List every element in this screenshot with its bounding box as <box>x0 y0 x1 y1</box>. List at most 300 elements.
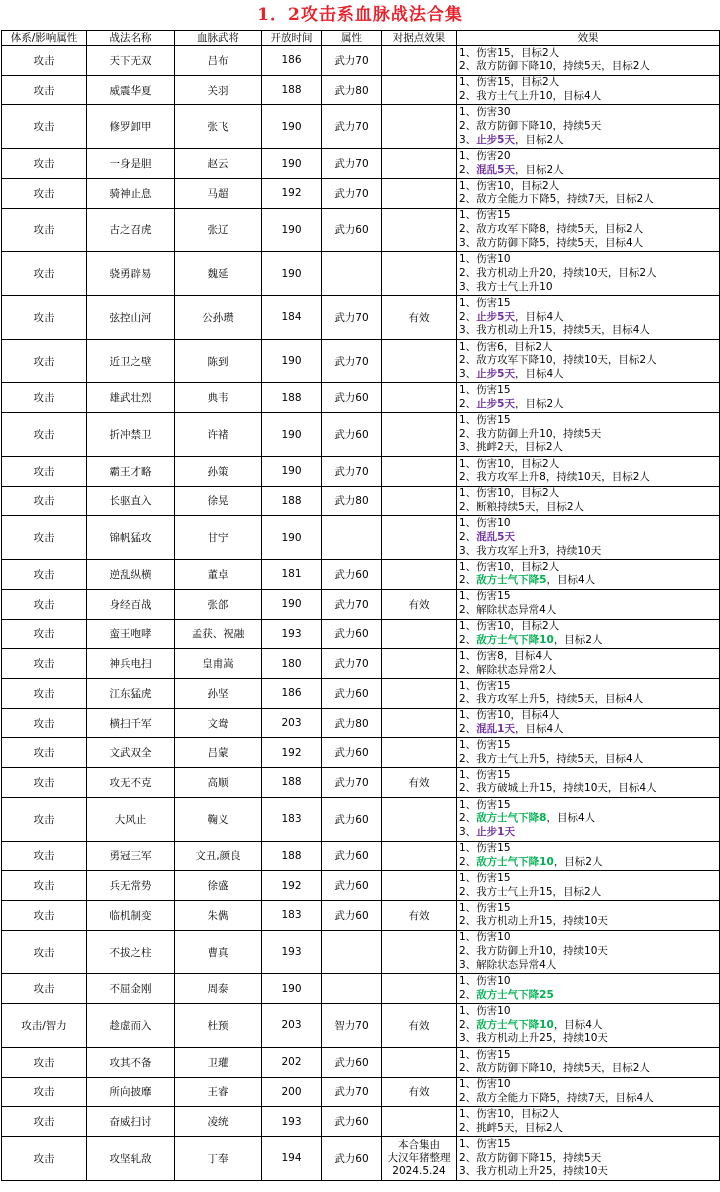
general-cell: 孟获、祝融 <box>175 619 262 649</box>
general-cell: 张郃 <box>175 589 262 619</box>
effect-line <box>459 193 719 207</box>
general-cell: 吕布 <box>175 46 262 76</box>
effect-text: 1、伤害10，目标2人 <box>459 1107 560 1120</box>
effect-cell <box>457 900 720 930</box>
effect-cell <box>457 1004 720 1048</box>
effect-text: 2、敌方防御下降15，持续5天 <box>459 1151 602 1164</box>
table-row <box>2 708 720 738</box>
tactic-name-cell: 蛮王咆哮 <box>87 619 175 649</box>
effect-cell <box>457 1047 720 1077</box>
effect-text: 1、伤害15 <box>459 871 511 884</box>
system-cell: 攻击 <box>2 1137 87 1181</box>
effect-line <box>459 856 719 870</box>
table-row <box>2 1004 720 1048</box>
effect-line <box>459 267 719 281</box>
stronghold-effect-cell <box>382 413 457 457</box>
effect-text: 1、伤害15 <box>459 798 511 811</box>
general-cell: 文丑,颜良 <box>175 841 262 871</box>
stronghold-effect-cell <box>382 649 457 679</box>
effect-text: 1、伤害10 <box>459 1078 511 1091</box>
effect-line <box>459 604 719 618</box>
effect-text: 3、我方机动上升15，持续5天，目标4人 <box>459 324 650 337</box>
stronghold-effect-cell <box>382 797 457 841</box>
open-time-cell: 194 <box>262 1137 322 1181</box>
table-row <box>2 841 720 871</box>
table-row <box>2 871 720 901</box>
table-row <box>2 339 720 383</box>
effect-line <box>459 60 719 74</box>
table-row <box>2 516 720 560</box>
effect-line <box>459 545 719 559</box>
effect-line <box>459 311 719 325</box>
effect-line <box>459 574 719 588</box>
attribute-cell: 武力60 <box>322 900 382 930</box>
table-row <box>2 930 720 974</box>
system-cell: 攻击 <box>2 383 87 413</box>
stronghold-effect-cell <box>382 930 457 974</box>
table-row <box>2 768 720 798</box>
effect-text: 2、我方防御上升10，持续10天 <box>459 945 608 958</box>
stronghold-effect-cell <box>382 149 457 179</box>
open-time-cell: 203 <box>262 708 322 738</box>
tactic-name-cell: 弦控山河 <box>87 296 175 340</box>
tactic-name-cell: 天下无双 <box>87 46 175 76</box>
effect-highlight: 敌方士气下降25 <box>476 988 554 1001</box>
effect-line <box>459 1062 719 1076</box>
attribute-cell: 武力70 <box>322 105 382 149</box>
effect-line <box>459 76 719 90</box>
table-row <box>2 738 720 768</box>
effect-text-rest: ，目标4人 <box>515 367 564 380</box>
general-cell: 高顺 <box>175 768 262 798</box>
effect-line <box>459 1092 719 1106</box>
effect-text-rest: ，目标2人 <box>515 397 564 410</box>
effect-line <box>459 723 719 737</box>
effect-text-rest: ，目标4人 <box>546 574 596 587</box>
tactic-name-cell: 威震华夏 <box>87 75 175 105</box>
tactic-name-cell: 临机制变 <box>87 900 175 930</box>
effect-text-rest: ，目标4人 <box>553 1018 603 1031</box>
stronghold-effect-cell <box>382 560 457 590</box>
table-row <box>2 252 720 296</box>
stronghold-effect-cell <box>382 1047 457 1077</box>
system-cell: 攻击 <box>2 841 87 871</box>
effect-text: 2、 <box>459 723 477 736</box>
open-time-cell: 193 <box>262 619 322 649</box>
effect-line <box>459 1152 719 1166</box>
general-cell: 许褚 <box>175 413 262 457</box>
effect-line <box>459 812 719 826</box>
effect-text: 2、 <box>459 988 477 1001</box>
attribute-cell: 武力60 <box>322 1047 382 1077</box>
open-time-cell: 190 <box>262 413 322 457</box>
table-row <box>2 75 720 105</box>
effect-text: 2、我方士气上升15，目标2人 <box>459 885 602 898</box>
effect-text: 2、敌方攻军下降8，持续5天，目标2人 <box>459 223 644 236</box>
tactic-name-cell: 近卫之壁 <box>87 339 175 383</box>
attribute-cell: 武力70 <box>322 178 382 208</box>
effect-text: 1、伤害10 <box>459 253 511 266</box>
effect-highlight: 混乱1天 <box>476 723 515 736</box>
effect-cell <box>457 486 720 516</box>
open-time-cell: 190 <box>262 589 322 619</box>
attribute-cell: 武力60 <box>322 797 382 841</box>
effect-text: 2、 <box>459 310 477 323</box>
effect-cell <box>457 841 720 871</box>
effect-text: 1、伤害15 <box>459 209 511 222</box>
system-cell: 攻击 <box>2 75 87 105</box>
effect-line <box>459 487 719 501</box>
attribute-cell: 武力60 <box>322 383 382 413</box>
effect-text: 1、伤害15 <box>459 413 511 426</box>
attribute-cell: 武力60 <box>322 871 382 901</box>
effect-text: 2、敌方全能力下降5，持续7天，目标2人 <box>459 193 654 206</box>
system-cell: 攻击 <box>2 900 87 930</box>
tactic-name-cell: 兵无常势 <box>87 871 175 901</box>
table-row <box>2 46 720 76</box>
effect-line <box>459 180 719 194</box>
open-time-cell: 188 <box>262 75 322 105</box>
stronghold-effect-cell <box>382 105 457 149</box>
effect-text: 1、伤害15，目标2人 <box>459 46 560 59</box>
effect-line <box>459 324 719 338</box>
effect-text: 2、 <box>459 530 477 543</box>
stronghold-effect-cell <box>382 708 457 738</box>
effect-cell <box>457 105 720 149</box>
effect-cell <box>457 560 720 590</box>
table-row <box>2 974 720 1004</box>
effect-line <box>459 1078 719 1092</box>
table-row <box>2 178 720 208</box>
effect-line <box>459 709 719 723</box>
effect-cell <box>457 252 720 296</box>
effect-line <box>459 441 719 455</box>
system-cell: 攻击 <box>2 649 87 679</box>
system-cell: 攻击 <box>2 46 87 76</box>
effect-cell <box>457 296 720 340</box>
effect-highlight: 混乱5天 <box>476 163 515 176</box>
tactic-name-cell: 骁勇辟易 <box>87 252 175 296</box>
effect-text: 2、 <box>459 163 477 176</box>
stronghold-effect-cell <box>382 486 457 516</box>
effect-cell <box>457 649 720 679</box>
effect-cell <box>457 619 720 649</box>
effect-cell <box>457 1137 720 1181</box>
effect-text: 1、伤害8，目标4人 <box>459 649 553 662</box>
open-time-cell: 188 <box>262 841 322 871</box>
effect-highlight: 敌方士气下降8 <box>476 812 547 825</box>
general-cell: 甘宁 <box>175 516 262 560</box>
effect-line <box>459 945 719 959</box>
compiler-note: 2024.5.24 <box>392 1164 446 1177</box>
effect-cell <box>457 678 720 708</box>
effect-text: 2、 <box>459 633 477 646</box>
effect-line <box>459 297 719 311</box>
effect-line <box>459 1005 719 1019</box>
attribute-cell: 武力70 <box>322 768 382 798</box>
attribute-cell: 武力60 <box>322 413 382 457</box>
effect-line <box>459 90 719 104</box>
open-time-cell: 192 <box>262 871 322 901</box>
attribute-cell: 武力80 <box>322 75 382 105</box>
effect-cell <box>457 974 720 1004</box>
effect-line <box>459 739 719 753</box>
stronghold-effect-cell <box>382 208 457 252</box>
general-cell: 杜预 <box>175 1004 262 1048</box>
effect-highlight: 止步5天 <box>476 310 515 323</box>
general-cell: 周泰 <box>175 974 262 1004</box>
effect-line <box>459 664 719 678</box>
effect-highlight: 敌方士气下降10 <box>476 633 554 646</box>
effect-text: 1、伤害15 <box>459 842 511 855</box>
stronghold-effect-cell: 有效 <box>382 768 457 798</box>
effect-line <box>459 414 719 428</box>
attribute-cell: 武力60 <box>322 208 382 252</box>
tactic-name-cell: 横扫千军 <box>87 708 175 738</box>
general-cell: 凌统 <box>175 1107 262 1137</box>
system-cell: 攻击 <box>2 486 87 516</box>
effect-line <box>459 354 719 368</box>
effect-text: 2、 <box>459 397 477 410</box>
open-time-cell: 203 <box>262 1004 322 1048</box>
effect-line <box>459 872 719 886</box>
tactic-name-cell: 不屈金刚 <box>87 974 175 1004</box>
attribute-cell: 武力70 <box>322 339 382 383</box>
effect-text-rest: ，目标2人 <box>515 133 564 146</box>
attribute-cell: 武力80 <box>322 486 382 516</box>
effect-line <box>459 1019 719 1033</box>
attribute-cell: 武力70 <box>322 46 382 76</box>
effect-cell <box>457 516 720 560</box>
effect-text: 3、我方机动上升25，持续10天 <box>459 1165 608 1178</box>
effect-text: 2、敌方攻军下降10，持续10天，目标2人 <box>459 354 657 367</box>
system-cell: 攻击 <box>2 589 87 619</box>
general-cell: 陈到 <box>175 339 262 383</box>
effect-cell <box>457 383 720 413</box>
attribute-cell: 武力60 <box>322 738 382 768</box>
system-cell: 攻击 <box>2 105 87 149</box>
stronghold-effect-cell <box>382 871 457 901</box>
system-cell: 攻击 <box>2 1107 87 1137</box>
system-cell: 攻击 <box>2 1047 87 1077</box>
open-time-cell: 193 <box>262 930 322 974</box>
effect-text: 1、伤害15 <box>459 768 511 781</box>
effect-text: 3、解除状态异常4人 <box>459 958 557 971</box>
effect-text: 1、伤害10，目标2人 <box>459 457 560 470</box>
open-time-cell: 200 <box>262 1077 322 1107</box>
effect-text: 1、伤害10 <box>459 931 511 944</box>
effect-line <box>459 680 719 694</box>
system-cell: 攻击 <box>2 768 87 798</box>
effect-text: 1、伤害15 <box>459 901 511 914</box>
stronghold-effect-cell: 有效 <box>382 900 457 930</box>
effect-text: 2、敌方防御下降10，持续5天，目标2人 <box>459 1062 650 1075</box>
system-cell: 攻击 <box>2 738 87 768</box>
effect-text: 2、挑衅5天，目标2人 <box>459 1121 564 1134</box>
header-system: 体系/影响属性 <box>2 31 87 46</box>
effect-line <box>459 1032 719 1046</box>
effect-text-rest: ，目标4人 <box>515 723 564 736</box>
header-tactic-name: 战法名称 <box>87 31 175 46</box>
open-time-cell: 190 <box>262 456 322 486</box>
effect-line <box>459 398 719 412</box>
table-row <box>2 486 720 516</box>
effect-line <box>459 428 719 442</box>
tactic-name-cell: 攻其不备 <box>87 1047 175 1077</box>
effect-line <box>459 458 719 472</box>
open-time-cell: 190 <box>262 974 322 1004</box>
table-row <box>2 797 720 841</box>
effect-cell <box>457 589 720 619</box>
tactic-name-cell: 身经百战 <box>87 589 175 619</box>
header-general: 血脉武将 <box>175 31 262 46</box>
effect-line <box>459 368 719 382</box>
effect-line <box>459 209 719 223</box>
attribute-cell: 武力60 <box>322 560 382 590</box>
general-cell: 皇甫嵩 <box>175 649 262 679</box>
effect-line <box>459 47 719 61</box>
effect-highlight: 止步5天 <box>476 367 515 380</box>
tactic-name-cell: 文武双全 <box>87 738 175 768</box>
stronghold-effect-cell <box>382 252 457 296</box>
effect-cell <box>457 797 720 841</box>
effect-highlight: 混乱5天 <box>476 530 515 543</box>
effect-text: 1、伤害10，目标2人 <box>459 179 560 192</box>
effect-line <box>459 989 719 1003</box>
effect-line <box>459 590 719 604</box>
effect-line <box>459 384 719 398</box>
open-time-cell: 190 <box>262 339 322 383</box>
attribute-cell <box>322 974 382 1004</box>
general-cell: 张飞 <box>175 105 262 149</box>
attribute-cell: 武力70 <box>322 149 382 179</box>
attribute-cell: 武力70 <box>322 296 382 340</box>
effect-line <box>459 1165 719 1179</box>
system-cell: 攻击 <box>2 930 87 974</box>
system-cell: 攻击 <box>2 678 87 708</box>
general-cell: 孙策 <box>175 456 262 486</box>
system-cell: 攻击 <box>2 560 87 590</box>
effect-line <box>459 561 719 575</box>
attribute-cell: 武力60 <box>322 841 382 871</box>
effect-line <box>459 769 719 783</box>
table-row <box>2 296 720 340</box>
table-header-row <box>2 31 720 46</box>
tactic-name-cell: 江东猛虎 <box>87 678 175 708</box>
open-time-cell: 192 <box>262 738 322 768</box>
page-title: 1．2攻击系血脉战法合集 <box>257 5 463 25</box>
effect-text: 2、断粮持续5天，目标2人 <box>459 500 585 513</box>
effect-line <box>459 106 719 120</box>
tactic-name-cell: 骑神止息 <box>87 178 175 208</box>
tactic-name-cell: 修罗卸甲 <box>87 105 175 149</box>
system-cell: 攻击 <box>2 339 87 383</box>
tactic-name-cell: 神兵电扫 <box>87 649 175 679</box>
attribute-cell: 武力70 <box>322 1077 382 1107</box>
open-time-cell: 183 <box>262 797 322 841</box>
effect-text: 2、 <box>459 1018 477 1031</box>
system-cell: 攻击 <box>2 413 87 457</box>
header-stronghold-effect: 对据点效果 <box>382 31 457 46</box>
system-cell: 攻击 <box>2 974 87 1004</box>
stronghold-effect-cell <box>382 1137 457 1181</box>
effect-line <box>459 959 719 973</box>
effect-cell <box>457 708 720 738</box>
effect-text: 1、伤害15 <box>459 590 511 603</box>
system-cell: 攻击 <box>2 1077 87 1107</box>
effect-highlight: 敌方士气下降5 <box>476 574 547 587</box>
effect-text: 1、伤害10，目标2人 <box>459 620 560 633</box>
effect-line <box>459 517 719 531</box>
effect-cell <box>457 1077 720 1107</box>
effect-line <box>459 650 719 664</box>
effect-text: 2、解除状态异常4人 <box>459 604 557 617</box>
effect-text: 3、我方士气上升10 <box>459 280 553 293</box>
open-time-cell: 190 <box>262 516 322 560</box>
system-cell: 攻击 <box>2 516 87 560</box>
effect-text: 2、我方机动上升15，持续10天 <box>459 915 608 928</box>
general-cell: 丁奉 <box>175 1137 262 1181</box>
effect-line <box>459 1138 719 1152</box>
table-row <box>2 383 720 413</box>
tactic-name-cell: 一身是胆 <box>87 149 175 179</box>
stronghold-effect-cell <box>382 619 457 649</box>
system-cell: 攻击 <box>2 149 87 179</box>
stronghold-effect-cell <box>382 456 457 486</box>
open-time-cell: 181 <box>262 560 322 590</box>
effect-text: 2、我方机动上升20，持续10天，目标2人 <box>459 266 657 279</box>
tactic-name-cell: 不拔之柱 <box>87 930 175 974</box>
tactic-name-cell: 长驱直入 <box>87 486 175 516</box>
open-time-cell: 190 <box>262 252 322 296</box>
effect-line <box>459 915 719 929</box>
effect-text: 1、伤害20 <box>459 149 511 162</box>
effect-line <box>459 237 719 251</box>
effect-text-rest: ，目标4人 <box>515 310 564 323</box>
effect-text: 3、 <box>459 133 477 146</box>
attribute-cell: 智力70 <box>322 1004 382 1048</box>
effect-line <box>459 826 719 840</box>
table-row <box>2 456 720 486</box>
effect-text-rest: ，目标2人 <box>553 855 603 868</box>
general-cell: 吕蒙 <box>175 738 262 768</box>
open-time-cell: 186 <box>262 46 322 76</box>
attribute-cell: 武力70 <box>322 649 382 679</box>
effect-cell <box>457 75 720 105</box>
effect-cell <box>457 871 720 901</box>
effect-text: 1、伤害15 <box>459 1048 511 1061</box>
table-row <box>2 649 720 679</box>
compiler-note: 大汉年猪整理 <box>387 1151 451 1164</box>
stronghold-effect-cell <box>382 1107 457 1137</box>
table-row <box>2 208 720 252</box>
tactic-name-cell: 勇冠三军 <box>87 841 175 871</box>
tactic-name-cell: 攻无不克 <box>87 768 175 798</box>
effect-text: 2、我方攻军上升5，持续5天，目标4人 <box>459 693 644 706</box>
open-time-cell: 188 <box>262 768 322 798</box>
effect-line <box>459 931 719 945</box>
effect-text: 3、敌方防御下降5，持续5天，目标4人 <box>459 236 644 249</box>
system-cell: 攻击 <box>2 619 87 649</box>
general-cell: 张辽 <box>175 208 262 252</box>
open-time-cell: 193 <box>262 1107 322 1137</box>
general-cell: 文鸯 <box>175 708 262 738</box>
attribute-cell: 武力80 <box>322 708 382 738</box>
general-cell: 公孙瓒 <box>175 296 262 340</box>
open-time-cell: 192 <box>262 178 322 208</box>
stronghold-effect-cell <box>382 178 457 208</box>
attribute-cell <box>322 930 382 974</box>
